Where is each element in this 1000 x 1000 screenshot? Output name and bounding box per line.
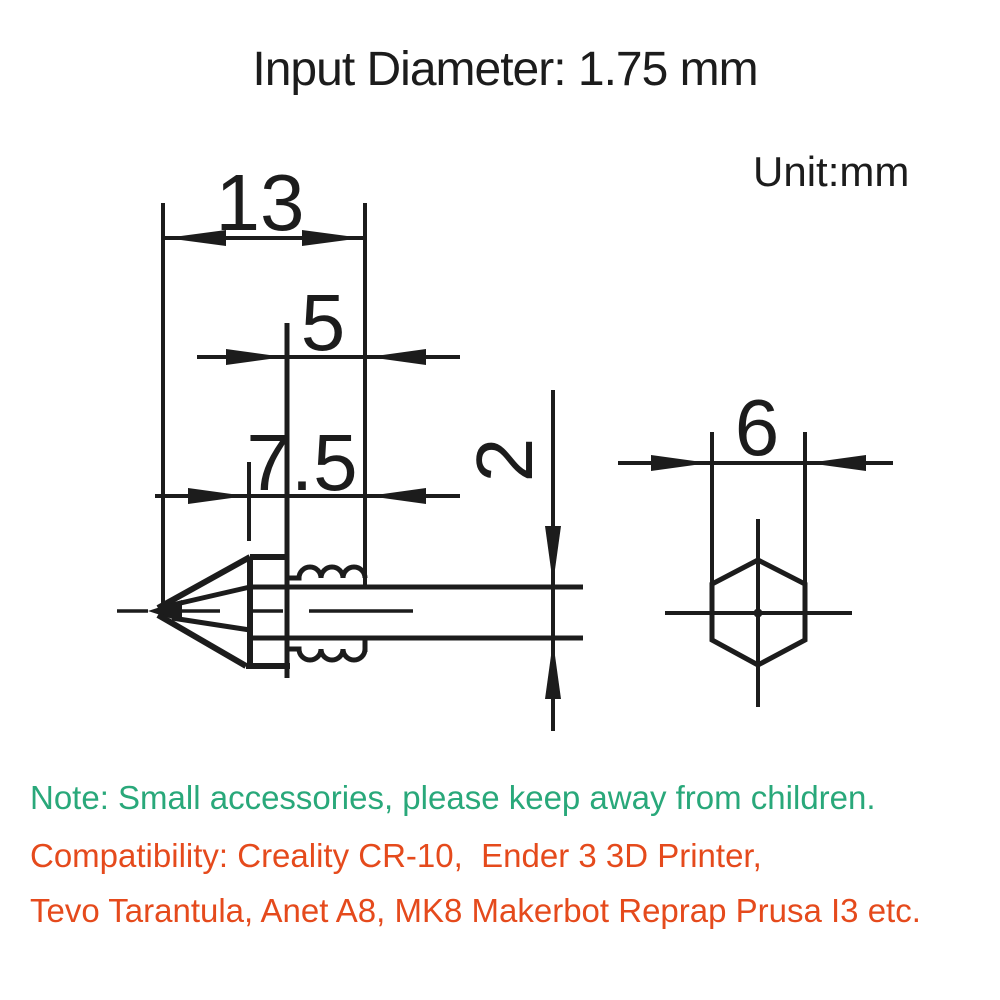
arrowhead-up <box>545 641 561 699</box>
center-dot <box>754 609 763 618</box>
arrowhead-right <box>808 455 866 471</box>
dimension-total-length <box>163 158 365 612</box>
compatibility-line-2: Tevo Tarantula, Anet A8, MK8 Makerbot Reprap Prusa I3 etc. <box>30 892 921 929</box>
thread-bottom <box>287 649 365 660</box>
dimension-body-length <box>155 418 460 541</box>
dimension-label-5: 5 <box>300 278 346 367</box>
thread-top <box>287 567 365 578</box>
arrowhead-right <box>368 349 426 365</box>
arrowhead-left <box>188 488 246 504</box>
hex-front-view <box>665 519 852 707</box>
unit-label: Unit:mm <box>753 148 910 195</box>
safety-note: Note: Small accessories, please keep away from children. <box>30 779 876 816</box>
dimension-label-7-5: 7.5 <box>246 418 358 507</box>
dimension-label-2: 2 <box>460 437 549 483</box>
dimension-label-6: 6 <box>734 383 780 472</box>
arrowhead-left <box>651 455 709 471</box>
dimension-thread-length <box>197 278 460 367</box>
arrowhead-right <box>368 488 426 504</box>
dimension-label-13: 13 <box>215 158 305 247</box>
arrowhead-left <box>226 349 284 365</box>
arrowhead-down <box>545 526 561 584</box>
compatibility-line-1: Compatibility: Creality CR-10, Ender 3 3D Printer, <box>30 837 762 874</box>
arrowhead-right <box>302 230 362 246</box>
dimension-bore <box>460 390 561 731</box>
dimension-hex-width <box>618 383 893 587</box>
page-title: Input Diameter: 1.75 mm <box>252 43 758 96</box>
